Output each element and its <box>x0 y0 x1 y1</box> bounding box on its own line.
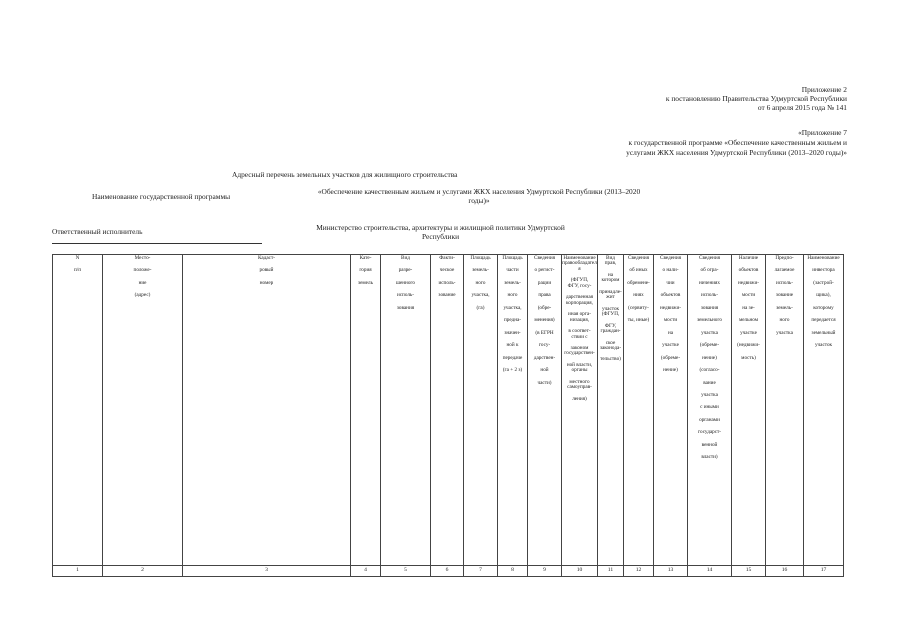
column-header-text: щика), <box>816 292 831 299</box>
executor-underline <box>52 243 262 244</box>
column-header-text: положе- <box>133 267 152 274</box>
executor-label: Ответственный исполнитель <box>52 227 143 236</box>
column-header-text: ного <box>507 292 518 299</box>
column-header-text: земельный <box>811 329 836 336</box>
column-number-7: 7 <box>464 566 498 577</box>
column-number-5: 5 <box>381 566 431 577</box>
column-header-text: (адрес) <box>134 292 151 299</box>
column-header-text: о регист- <box>534 267 555 274</box>
document-title: Адресный перечень земельных участков для жилищного строительства <box>232 170 458 179</box>
column-header-text: нение) <box>663 367 678 374</box>
column-header-text: участка <box>701 329 718 336</box>
column-header-text: (согласо- <box>699 367 720 374</box>
column-number-11: 11 <box>598 566 624 577</box>
column-header-text: (застрой- <box>813 279 834 286</box>
program-value-line1: «Обеспечение качественным жильем и услугами ЖКХ населения Удмуртской Республики (2013–2020 <box>317 187 641 196</box>
column-header-text: шенного <box>395 279 416 286</box>
column-header-text: низация, <box>569 316 590 323</box>
appendix-7-line3: услугами ЖКХ населения Удмуртской Республики (2013–2020 годы)» <box>626 148 847 157</box>
column-header-text: Факти- <box>439 255 455 261</box>
column-header-text: передаче <box>502 354 523 361</box>
column-header-text: об огра- <box>700 267 719 274</box>
table-number-row <box>53 566 844 577</box>
column-header-text: исполь- <box>700 292 719 299</box>
column-header-text: граждан- <box>600 328 621 335</box>
column-header-text: (обреме- <box>660 354 681 361</box>
column-header-text: Вид <box>401 255 410 261</box>
executor-value-line1: Министерство строительства, архитектуры и жилищной политики Удмуртской <box>316 223 565 232</box>
column-header-text: участок <box>601 305 620 312</box>
table-header-row <box>53 255 844 566</box>
column-header-text: менения) <box>534 317 555 324</box>
column-header-text: корпорация, <box>566 299 593 306</box>
column-header-16 <box>766 255 804 566</box>
column-header-13 <box>654 255 688 566</box>
column-header-text: ного <box>475 279 486 286</box>
column-header-text: Сведения <box>699 255 720 261</box>
column-number-1: 1 <box>53 566 103 577</box>
column-number-2: 2 <box>103 566 183 577</box>
column-header-text: ной к <box>506 342 519 349</box>
column-header-text: государствен- <box>564 350 595 357</box>
column-header-text: (в ЕГРН <box>535 329 554 336</box>
column-header-text: исполь- <box>396 292 415 299</box>
column-number-17: 17 <box>804 566 844 577</box>
column-header-5 <box>381 255 431 566</box>
column-header-text: ниях <box>633 292 644 299</box>
column-header-text: законом <box>570 344 589 351</box>
column-header-text: которому <box>813 304 834 311</box>
column-header-text: мость) <box>741 354 756 361</box>
column-header-text: о нали- <box>662 267 679 274</box>
column-header-text: права <box>538 292 551 299</box>
column-header-text: прав, <box>604 260 617 267</box>
column-header-text: ты, иные) <box>627 317 650 324</box>
column-header-text: ной <box>540 367 549 374</box>
column-header-text: исполь- <box>775 279 794 286</box>
column-number-6: 6 <box>431 566 464 577</box>
column-header-text: Наименование <box>563 255 596 261</box>
column-header-text: Сведения <box>628 255 649 261</box>
column-header-text: предна- <box>503 317 522 324</box>
column-header-text: ного <box>779 317 790 324</box>
column-header-text: ФГУ, госу- <box>567 282 592 289</box>
column-header-text: лагаемое <box>774 267 795 274</box>
column-header-text: Сведения <box>660 255 681 261</box>
column-header-text: Наименование <box>807 255 840 261</box>
column-header-6 <box>431 255 464 566</box>
column-header-text: гория <box>359 267 372 274</box>
column-header-text: мости <box>741 292 756 299</box>
column-header-11 <box>598 255 624 566</box>
column-header-text: зования <box>396 304 415 311</box>
column-header-text: ной власти, <box>566 361 593 368</box>
column-header-12 <box>624 255 654 566</box>
column-header-text: вание <box>703 379 716 386</box>
column-header-text: (обреме- <box>699 342 720 349</box>
column-header-text: исполь- <box>438 279 456 286</box>
column-header-text: самоуправ- <box>567 384 592 391</box>
column-number-10: 10 <box>562 566 598 577</box>
column-header-text: рации <box>537 279 552 286</box>
column-header-text: власти) <box>701 454 718 461</box>
column-header-text: ние <box>138 279 147 286</box>
column-header-text: недвижи- <box>738 279 759 286</box>
column-header-text: объектов <box>660 292 681 299</box>
column-header-text: Площадь <box>502 255 523 261</box>
column-header-text: мости <box>663 317 678 324</box>
appendix-7-line2: к государственной программе «Обеспечение качественным жильем и <box>628 138 847 147</box>
column-header-1 <box>53 255 103 566</box>
column-number-16: 16 <box>766 566 804 577</box>
column-header-text: разре- <box>398 267 413 274</box>
column-header-text: органы <box>571 367 588 374</box>
column-header-4 <box>351 255 381 566</box>
column-header-text: участка, <box>503 304 522 311</box>
column-header-text: (недвижи- <box>737 342 760 349</box>
column-header-text: чии <box>666 279 675 286</box>
column-header-text: Кате- <box>359 255 372 261</box>
column-header-text: органами <box>699 416 720 423</box>
column-header-14 <box>688 255 732 566</box>
column-header-text: венной <box>701 441 718 448</box>
column-header-text: котором <box>601 277 620 284</box>
column-header-text: в соответ- <box>568 328 591 335</box>
column-header-text: Вид <box>606 255 615 261</box>
column-header-2 <box>103 255 183 566</box>
column-header-15 <box>732 255 766 566</box>
column-header-text: на <box>667 329 674 336</box>
column-header-text: местного <box>569 378 590 385</box>
column-header-text: мельном <box>738 317 759 324</box>
column-header-text: N <box>75 255 80 261</box>
column-header-text: (обре- <box>537 304 552 311</box>
column-header-text: части) <box>537 379 552 386</box>
program-value-line2: годы)» <box>468 196 490 205</box>
column-header-text: (га + 2 з) <box>502 367 523 374</box>
column-header-9 <box>528 255 562 566</box>
column-header-text: значен- <box>504 329 521 336</box>
column-header-text: обремене- <box>627 279 650 286</box>
column-header-text: (ФГУП, <box>601 311 620 318</box>
column-header-3 <box>183 255 351 566</box>
column-header-text: земель- <box>472 267 489 274</box>
column-header-text: ческое <box>439 267 455 274</box>
column-header-text: (ФГУП, <box>570 277 589 284</box>
column-header-text: участке <box>662 342 679 349</box>
column-header-text: ничениях <box>699 279 720 286</box>
column-header-text: ФГУ, <box>604 322 617 329</box>
column-header-text: объектов <box>738 267 759 274</box>
column-number-9: 9 <box>528 566 562 577</box>
column-header-text: передается <box>811 317 836 324</box>
column-header-text: Кадаст- <box>258 255 275 261</box>
column-header-text: зование <box>438 292 456 299</box>
column-header-text: (га) <box>476 304 485 311</box>
column-header-text: ствии с <box>571 333 588 340</box>
column-header-text: ровый <box>259 267 274 274</box>
column-header-text: госу- <box>538 342 551 349</box>
column-header-text: недвижи- <box>660 304 681 311</box>
column-header-text: жит <box>606 294 615 301</box>
column-header-text: номер <box>259 279 274 286</box>
column-header-text: тельство) <box>600 356 621 363</box>
column-header-text: участка, <box>471 292 490 299</box>
column-header-text: дарственная <box>565 294 594 301</box>
column-header-text: земельного <box>697 317 722 324</box>
column-header-text: Площадь <box>470 255 491 261</box>
appendix-2-line1: Приложение 2 <box>801 85 847 94</box>
column-header-text: земель- <box>776 304 793 311</box>
column-header-text: участка <box>776 329 793 336</box>
column-header-text: Предпо- <box>775 255 794 261</box>
column-number-13: 13 <box>654 566 688 577</box>
column-header-text: нение) <box>702 354 717 361</box>
column-header-text: Место- <box>134 255 151 261</box>
column-header-text: п/п <box>74 267 81 274</box>
column-header-text: участке <box>740 329 757 336</box>
column-header-text: принадле- <box>599 288 622 295</box>
column-header-text: участок <box>814 342 833 349</box>
appendix-7-line1: «Приложение 7 <box>798 128 847 137</box>
column-header-text: государст- <box>697 429 722 436</box>
column-header-text: на зе- <box>742 304 755 311</box>
column-header-text: Сведения <box>534 255 555 261</box>
column-header-text: инвестора <box>812 267 835 274</box>
column-header-10 <box>562 255 598 566</box>
appendix-2-line3: от 6 апреля 2015 года № 141 <box>757 103 847 112</box>
column-header-text: иная орга- <box>568 311 591 318</box>
land-plots-table <box>52 254 844 577</box>
column-header-text: законода- <box>599 344 622 351</box>
column-number-15: 15 <box>732 566 766 577</box>
column-number-3: 3 <box>183 566 351 577</box>
column-header-text: правообладателя <box>562 260 597 272</box>
column-header-text: земель- <box>504 279 521 286</box>
program-label: Наименование государственной программы <box>92 192 231 201</box>
column-number-14: 14 <box>688 566 732 577</box>
column-header-text: Наличие <box>738 255 759 261</box>
column-header-text: зование <box>775 292 794 299</box>
column-header-text: земель <box>358 279 373 286</box>
column-number-4: 4 <box>351 566 381 577</box>
executor-value-line2: Республики <box>421 232 460 241</box>
column-header-text: части <box>506 267 519 274</box>
column-number-8: 8 <box>498 566 528 577</box>
column-header-text: участка <box>701 391 718 398</box>
column-number-12: 12 <box>624 566 654 577</box>
column-header-text: с иными <box>700 404 719 411</box>
column-header-text: дарствен- <box>533 354 556 361</box>
column-header-text: на <box>607 271 614 278</box>
column-header-7 <box>464 255 498 566</box>
column-header-text: зования <box>700 304 719 311</box>
column-header-text: ское <box>605 339 616 346</box>
column-header-8 <box>498 255 528 566</box>
appendix-2-line2: к постановлению Правительства Удмуртской Республики <box>665 94 847 103</box>
column-header-text: (сервиту- <box>628 304 649 311</box>
column-header-17 <box>804 255 844 566</box>
column-header-text: об иных <box>629 267 648 274</box>
column-header-text: ления) <box>572 395 587 402</box>
